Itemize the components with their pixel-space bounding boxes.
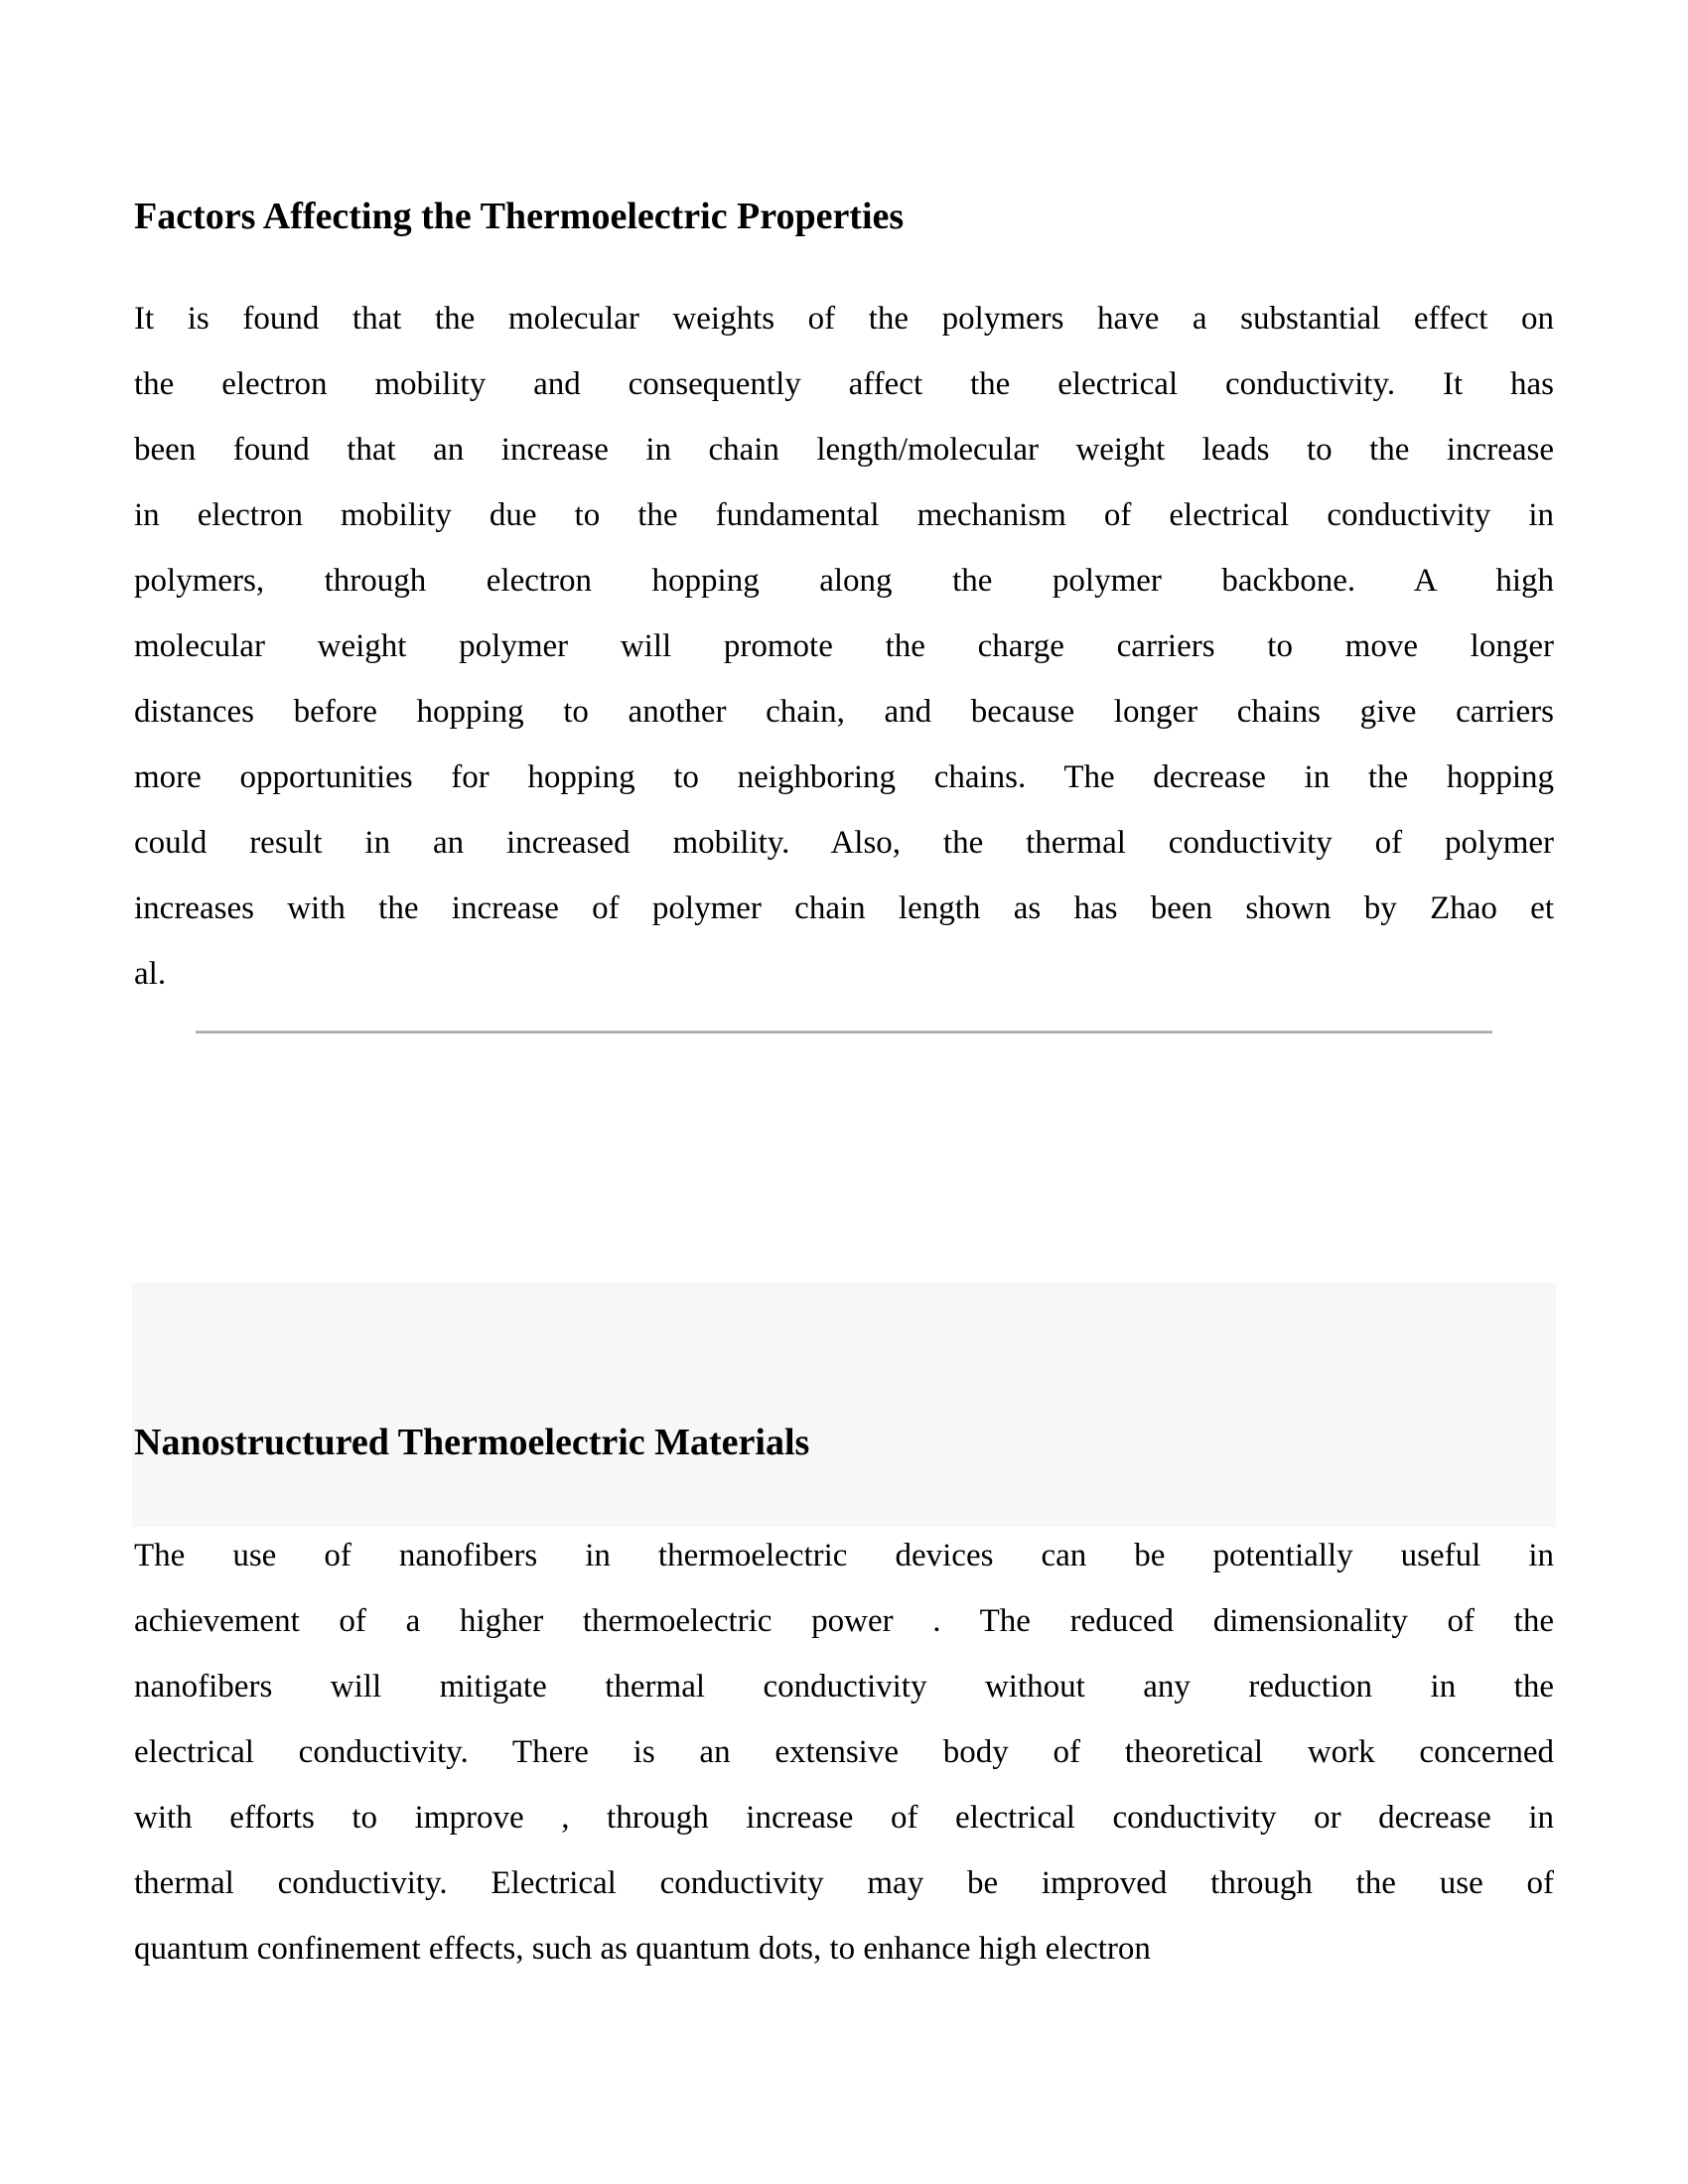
text-line: quantum confinement effects, such as quantum dots, to enhance high electron	[134, 1931, 1151, 1967]
text-line: in electron mobility due to the fundamental mechanism of electrical conductivity in	[134, 497, 1554, 533]
horizontal-divider	[196, 1030, 1492, 1033]
text-line: thermal conductivity. Electrical conductivity may be improved through the use of	[134, 1865, 1554, 1901]
section2-heading: Nanostructured Thermoelectric Materials	[134, 1422, 810, 1463]
gray-placeholder-block	[132, 1283, 1556, 1527]
text-line: polymers, through electron hopping along the polymer backbone. A high	[134, 563, 1554, 599]
text-line: molecular weight polymer will promote the charge carriers to move longer	[134, 628, 1554, 664]
text-line: more opportunities for hopping to neighboring chains. The decrease in the hopping	[134, 759, 1554, 795]
text-line: It is found that the molecular weights of the polymers have a substantial effect on	[134, 301, 1554, 337]
text-line: could result in an increased mobility. Also, the thermal conductivity of polymer	[134, 825, 1554, 861]
section2-paragraph	[134, 1523, 1554, 1981]
text-line: been found that an increase in chain length/molecular weight leads to the increase	[134, 432, 1554, 468]
section1-heading: Factors Affecting the Thermoelectric Properties	[134, 196, 905, 237]
text-line: achievement of a higher thermoelectric power . The reduced dimensionality of the	[134, 1603, 1554, 1639]
text-line: with efforts to improve , through increase of electrical conductivity or decrease in	[134, 1800, 1554, 1836]
text-line: al.	[134, 956, 167, 992]
text-line: The use of nanofibers in thermoelectric devices can be potentially useful in	[134, 1538, 1554, 1573]
text-line: increases with the increase of polymer chain length as has been shown by Zhao et	[134, 890, 1554, 926]
text-line: distances before hopping to another chain, and because longer chains give carriers	[134, 694, 1554, 730]
text-line: electrical conductivity. There is an extensive body of theoretical work concerned	[134, 1734, 1554, 1770]
text-line: nanofibers will mitigate thermal conductivity without any reduction in the	[134, 1669, 1554, 1705]
text-line: the electron mobility and consequently affect the electrical conductivity. It has	[134, 366, 1554, 402]
section1-paragraph	[134, 286, 1554, 1007]
